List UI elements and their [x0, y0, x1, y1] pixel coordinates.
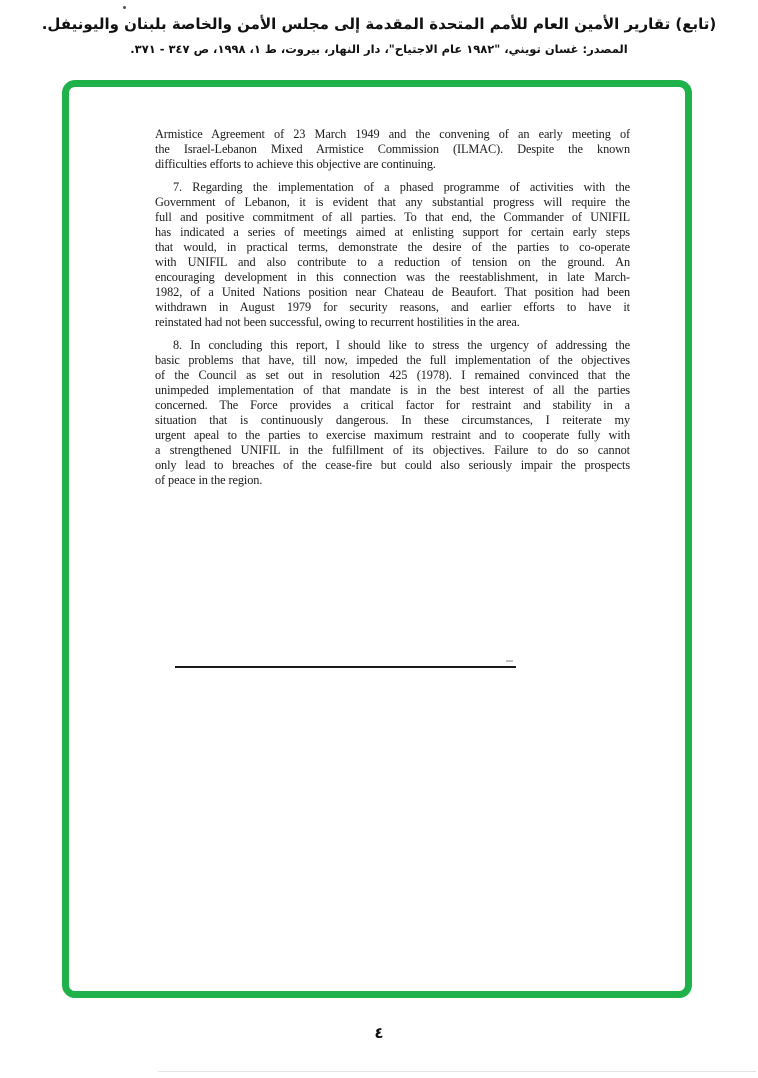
text-line: reinstated had not been successful, owing to recurrent hostilities in the area.: [155, 315, 520, 329]
scan-edge-line: [158, 1071, 756, 1072]
text-line: Armistice Agreement of 23 March 1949 and the convening of an early meeting of: [155, 127, 630, 141]
scan-dot-artifact: [123, 6, 126, 9]
text-line: unimpeded implementation of that mandate is in the best interest of all the parties: [155, 383, 630, 397]
text-line: that would, in practical terms, demonstrate the desire of the parties to co-operate: [155, 240, 630, 254]
text-line: of the Council as set out in resolution 425 (1978). I remained convinced that the: [155, 368, 630, 382]
text-line: situation that is continuously dangerous. In these circumstances, I reiterate my: [155, 413, 630, 427]
text-line: only lead to breaches of the cease-fire but could also seriously impair the prospects: [155, 458, 630, 472]
paragraph: [155, 180, 630, 330]
text-line: urgent apeal to the parties to exercise maximum restraint and to cooperate fully with: [155, 428, 630, 442]
arabic-header-source: المصدر: غسان تويني، "١٩٨٢ عام الاجتياح"، دار النهار، بيروت، ط ١، ١٩٩٨، ص ٣٤٧ - ٣٧١.: [130, 42, 628, 56]
text-line: 8. In concluding this report, I should like to stress the urgency of addressing the: [173, 338, 630, 352]
body-text: [155, 127, 630, 488]
text-line: Government of Lebanon, it is evident that any substantial progress will require the: [155, 195, 630, 209]
text-line: basic problems that have, till now, impeded the full implementation of the objectives: [155, 353, 630, 367]
text-line: a strengthened UNIFIL in the fulfillment of its objectives. Failure to do so cannot: [155, 443, 630, 457]
text-line: difficulties efforts to achieve this objective are continuing.: [155, 157, 436, 171]
text-line: withdrawn in August 1979 for security reasons, and earlier efforts to have it: [155, 300, 630, 314]
text-line: concerned. The Force provides a critical factor for restraint and stability in a: [155, 398, 630, 412]
text-line: 1982, of a United Nations position near Chateau de Beaufort. That position had been: [155, 285, 630, 299]
text-line: full and positive commitment of all parties. To that end, the Commander of UNIFIL: [155, 210, 630, 224]
paragraph: [155, 338, 630, 488]
page-number: ٤: [374, 1024, 384, 1042]
paragraph: [155, 127, 630, 172]
text-line: with UNIFIL and also contribute to a reduction of tension on the ground. An: [155, 255, 630, 269]
text-line: encouraging development in this connection was the reestablishment, in late March-: [155, 270, 630, 284]
text-line: 7. Regarding the implementation of a phased programme of activities with the: [173, 180, 630, 194]
separator-rule: [175, 666, 516, 668]
text-line: has indicated a series of meetings aimed at enlisting support for certain early steps: [155, 225, 630, 239]
text-line: the Israel-Lebanon Mixed Armistice Commission (ILMAC). Despite the known: [155, 142, 630, 156]
arabic-header-title: (تابع) تقارير الأمين العام للأمم المتحدة المقدمة إلى مجلس الأمن والخاصة بلبنان واليونيفل.: [41, 15, 717, 33]
text-line: of peace in the region.: [155, 473, 263, 487]
arabic-header: [0, 12, 758, 59]
scan-smudge-artifact: [506, 660, 513, 662]
